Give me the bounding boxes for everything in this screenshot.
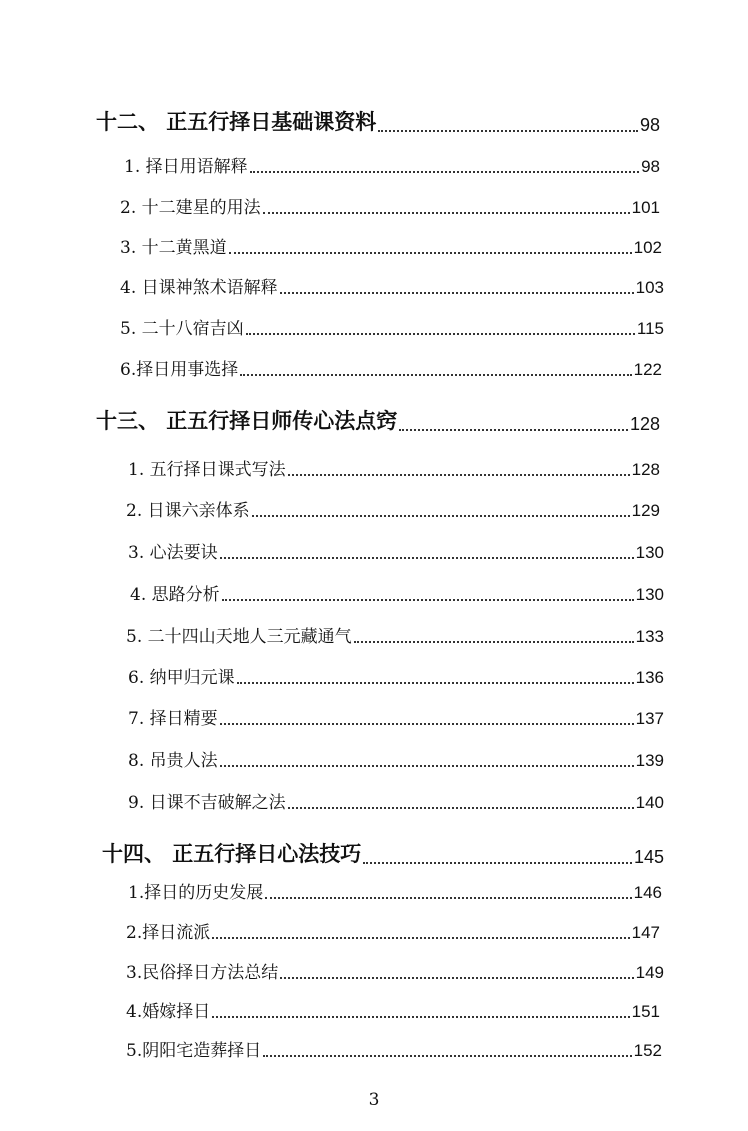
toc-entry-title: 5. 二十四山天地人三元藏通气 bbox=[126, 627, 352, 647]
toc-entry-title: 十四、 正五行择日心法技巧 bbox=[102, 841, 362, 866]
toc-section-entry[interactable] bbox=[128, 788, 664, 813]
toc-entry-title: 3. 心法要诀 bbox=[128, 543, 218, 563]
toc-entry-title: 5. 二十八宿吉凶 bbox=[120, 319, 244, 339]
toc-entry-title: 1.择日的历史发展 bbox=[128, 883, 264, 903]
toc-entry-title: 3. 十二黄黑道 bbox=[120, 238, 227, 258]
toc-entry-title: 6.择日用事选择 bbox=[120, 360, 239, 380]
toc-entry-page: 146 bbox=[633, 883, 662, 902]
dot-leader bbox=[288, 806, 634, 809]
toc-entry-page: 137 bbox=[635, 709, 664, 728]
dot-leader bbox=[280, 976, 633, 979]
toc-entry-title: 十三、 正五行择日师传心法点窍 bbox=[96, 408, 398, 433]
toc-section-entry[interactable] bbox=[126, 918, 660, 943]
dot-leader bbox=[263, 1054, 631, 1057]
toc-entry-page: 145 bbox=[633, 847, 664, 867]
toc-entry-page: 139 bbox=[635, 751, 664, 770]
dot-leader bbox=[220, 764, 634, 767]
toc-chapter-entry[interactable] bbox=[96, 106, 660, 136]
toc-section-entry[interactable] bbox=[120, 273, 664, 298]
dot-leader bbox=[240, 373, 631, 376]
toc-entry-page: 128 bbox=[631, 460, 660, 479]
toc-entry-page: 115 bbox=[636, 319, 664, 338]
toc-entry-title: 1. 择日用语解释 bbox=[124, 157, 248, 177]
toc-entry-page: 130 bbox=[635, 585, 664, 604]
toc-section-entry[interactable] bbox=[128, 538, 664, 563]
toc-chapter-entry[interactable] bbox=[96, 405, 660, 435]
toc-entry-page: 98 bbox=[639, 115, 660, 135]
toc-entry-page: 129 bbox=[631, 501, 660, 520]
toc-entry-page: 149 bbox=[635, 963, 664, 982]
toc-entry-title: 5.阴阳宅造葬择日 bbox=[126, 1041, 262, 1061]
toc-section-entry[interactable] bbox=[126, 1036, 662, 1061]
dot-leader bbox=[363, 861, 632, 864]
toc-entry-page: 151 bbox=[631, 1002, 660, 1021]
toc-section-entry[interactable] bbox=[126, 958, 664, 983]
toc-entry-page: 102 bbox=[633, 238, 662, 257]
dot-leader bbox=[220, 722, 634, 725]
toc-section-entry[interactable] bbox=[124, 152, 660, 177]
toc-entry-page: 122 bbox=[633, 360, 662, 379]
dot-leader bbox=[399, 428, 628, 431]
toc-entry-title: 十二、 正五行择日基础课资料 bbox=[96, 109, 377, 134]
toc-section-entry[interactable] bbox=[130, 580, 664, 605]
toc-section-entry[interactable] bbox=[120, 355, 662, 380]
toc-section-entry[interactable] bbox=[120, 233, 662, 258]
dot-leader bbox=[250, 170, 639, 173]
toc-entry-page: 147 bbox=[631, 923, 660, 942]
toc-entry-title: 2. 十二建星的用法 bbox=[120, 198, 261, 218]
toc-section-entry[interactable] bbox=[128, 663, 664, 688]
toc-entry-page: 103 bbox=[635, 278, 664, 297]
toc-entry-page: 140 bbox=[635, 793, 664, 812]
dot-leader bbox=[229, 251, 632, 254]
toc-entry-title: 4.婚嫁择日 bbox=[126, 1002, 211, 1022]
toc-entry-title: 4. 思路分析 bbox=[130, 585, 220, 605]
dot-leader bbox=[252, 514, 630, 517]
toc-entry-page: 101 bbox=[631, 198, 660, 217]
toc-entry-page: 128 bbox=[629, 414, 660, 434]
toc-entry-title: 3.民俗择日方法总结 bbox=[126, 963, 279, 983]
toc-entry-page: 130 bbox=[635, 543, 664, 562]
dot-leader bbox=[288, 473, 630, 476]
toc-section-entry[interactable] bbox=[126, 622, 664, 647]
dot-leader bbox=[378, 129, 638, 132]
dot-leader bbox=[354, 640, 634, 643]
dot-leader bbox=[222, 598, 634, 601]
dot-leader bbox=[265, 896, 631, 899]
dot-leader bbox=[263, 211, 630, 214]
toc-section-entry[interactable] bbox=[128, 455, 660, 480]
dot-leader bbox=[212, 936, 629, 939]
dot-leader bbox=[212, 1015, 629, 1018]
toc-section-entry[interactable] bbox=[120, 314, 664, 339]
toc-entry-page: 98 bbox=[641, 157, 660, 176]
toc-section-entry[interactable] bbox=[128, 878, 662, 903]
toc-entry-title: 8. 吊贵人法 bbox=[128, 751, 218, 771]
toc-entry-title: 7. 择日精要 bbox=[128, 709, 218, 729]
toc-entry-title: 6. 纳甲归元课 bbox=[128, 668, 235, 688]
toc-entry-title: 2. 日课六亲体系 bbox=[126, 501, 250, 521]
toc-entry-title: 4. 日课神煞术语解释 bbox=[120, 278, 278, 298]
toc-chapter-entry[interactable] bbox=[102, 838, 664, 868]
toc-section-entry[interactable] bbox=[126, 997, 660, 1022]
toc-entry-page: 133 bbox=[635, 627, 664, 646]
toc-section-entry[interactable] bbox=[128, 746, 664, 771]
toc-entry-page: 136 bbox=[635, 668, 664, 687]
toc-section-entry[interactable] bbox=[120, 193, 660, 218]
dot-leader bbox=[246, 332, 635, 335]
dot-leader bbox=[280, 291, 634, 294]
toc-entry-title: 2.择日流派 bbox=[126, 923, 211, 943]
dot-leader bbox=[220, 556, 634, 559]
dot-leader bbox=[237, 681, 634, 684]
toc-section-entry[interactable] bbox=[128, 704, 664, 729]
page-number: 3 bbox=[368, 1090, 380, 1110]
toc-entry-page: 152 bbox=[633, 1041, 662, 1060]
toc-entry-title: 9. 日课不吉破解之法 bbox=[128, 793, 286, 813]
toc-section-entry[interactable] bbox=[126, 496, 660, 521]
toc-entry-title: 1. 五行择日课式写法 bbox=[128, 460, 286, 480]
